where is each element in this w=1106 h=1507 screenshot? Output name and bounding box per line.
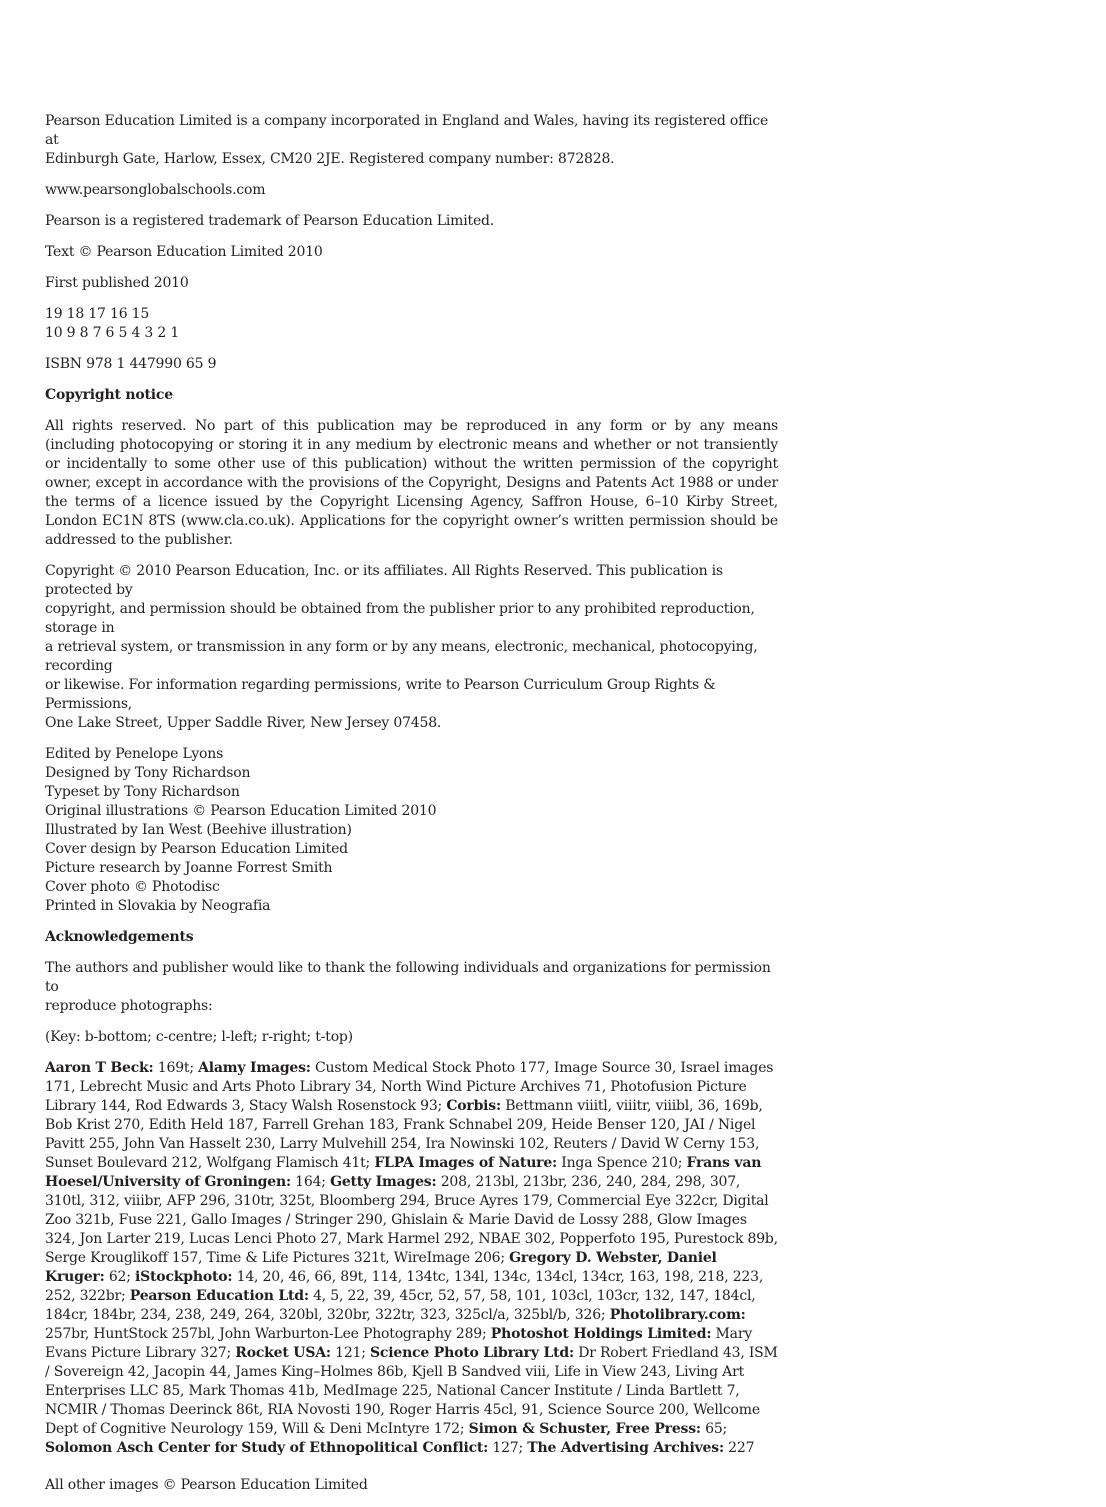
isbn: ISBN 978 1 447990 65 9 [45,356,217,372]
credit-details: 257br, HuntStock 257bl, John Warburton-Lee Photography 289; [45,1326,491,1342]
credit-details: Mary Evans Picture Library 327; [45,1326,753,1361]
copyright-notice-heading: Copyright notice [45,387,173,403]
intro-line: The authors and publisher would like to thank the following individuals and organizations for permission to [45,960,771,995]
text-copyright: Text © Pearson Education Limited 2010 [45,244,323,260]
credit-source: Rocket USA: [235,1345,331,1361]
credit-line: Edited by Penelope Lyons [45,746,224,762]
credit-source: Simon & Schuster, Free Press: [468,1421,701,1437]
credit-source: The Advertising Archives: [527,1440,724,1456]
credit-source: Gregory D. Webster, Daniel Kruger: [45,1250,717,1285]
company-line: Pearson Education Limited is a company incorporated in England and Wales, having its registered office at [45,113,769,148]
credit-details: 4, 5, 22, 39, 45cr, 52, 57, 58, 101, 103cl, 103cr, 132, 147, 184cl, 184cr, 184br, 234, 238, 249, 264, 320bl, 320br, 322tr, 323, 325cl/a, 325bl/b, 326; [45,1288,756,1323]
us-copyright-line: or likewise. For information regarding permissions, write to Pearson Curriculum Group Rights & Permissions, [45,677,716,712]
position-key: (Key: b-bottom; c-centre; l-left; r-right; t-top) [45,1029,353,1045]
credit-line: Typeset by Tony Richardson [45,784,240,800]
credit-source: FLPA Images of Nature: [374,1155,558,1171]
print-run [45,305,778,343]
credit-line: Illustrated by Ian West (Beehive illustration) [45,822,352,838]
trademark-statement: Pearson is a registered trademark of Pearson Education Limited. [45,213,495,229]
credit-source: Alamy Images: [198,1060,311,1076]
us-copyright-line: copyright, and permission should be obtained from the publisher prior to any prohibited reproduction, storage in [45,601,755,636]
credit-details: Bettmann viiitl, viiitr, viiibl, 36, 169b, Bob Krist 270, Edith Held 187, Farrell Grehan 183, Frank Schnabel 209, Heide Benser 120, JAI / Nigel Pavitt 255, John Van Hasselt 230, Larry Mulvehill 254, Ira Nowinski 102, Reuters / David W Cerny 153, Sunset Boulevard 212, Wolfgang Flamisch 41t; [45,1098,763,1171]
credit-source: Science Photo Library Ltd: [370,1345,574,1361]
copyright-notice-body: All rights reserved. No part of this publication may be reproduced in any form or by any means (including photocopying or storing it in any medium by electronic means and whether or not transiently or incidentally to some other use of this publication) without the written permission of the copyright owner, except in accordance with the provisions of the Copyright, Designs and Patents Act 1988 or under the terms of a licence issued by the Copyright Licensing Agency, Saffron House, 6–10 Kirby Street, London EC1N 8TS (www.cla.co.uk). Applications for the copyright owner’s written permission should be addressed to the publisher. [45,418,778,548]
closing-statement: All other images © Pearson Education Limited [45,1477,368,1493]
credit-details: 164; [290,1174,331,1190]
photo-credits [45,1059,778,1458]
credit-details: Custom Medical Stock Photo 177, Image Source 30, Israel images 171, Lebrecht Music and Arts Photo Library 34, North Wind Picture Archives 71, Photofusion Picture Library 144, Rod Edwards 3, Stacy Walsh Rosenstock 93; [45,1060,774,1114]
credit-details: Inga Spence 210; [557,1155,687,1171]
credit-line: Picture research by Joanne Forrest Smith [45,860,333,876]
first-published: First published 2010 [45,275,189,291]
credit-source: Solomon Asch Center for Study of Ethnopolitical Conflict: [45,1440,489,1456]
us-copyright-line: Copyright © 2010 Pearson Education, Inc. or its affiliates. All Rights Reserved. This publication is protected by [45,563,723,598]
credit-details: Dr Robert Friedland 43, ISM / Sovereign 42, Jacopin 44, James King–Holmes 86b, Kjell B Sandved viii, Life in View 243, Living Art Enterprises LLC 85, Mark Thomas 41b, MedImage 225, National Cancer Institute / Linda Bartlett 7, NCMIR / Thomas Deerinck 86t, RIA Novosti 190, Roger Harris 45cl, 91, Science Source 200, Wellcome Dept of Cognitive Neurology 159, Will & Deni McIntyre 172; [45,1345,778,1437]
credit-line: Cover design by Pearson Education Limited [45,841,348,857]
credit-line: Original illustrations © Pearson Education Limited 2010 [45,803,437,819]
credit-line: Designed by Tony Richardson [45,765,251,781]
us-copyright-line: a retrieval system, or transmission in any form or by any means, electronic, mechanical, photocopying, recording [45,639,758,674]
website-url: www.pearsonglobalschools.com [45,182,266,198]
acknowledgements-heading: Acknowledgements [45,929,194,945]
credit-details: 121; [330,1345,371,1361]
credit-details: 127; [488,1440,528,1456]
credit-source: iStockphoto: [135,1269,233,1285]
copyright-page [45,112,778,1507]
us-copyright-line: One Lake Street, Upper Saddle River, New Jersey 07458. [45,715,442,731]
credit-details: 14, 20, 46, 66, 89t, 114, 134tc, 134l, 134c, 134cl, 134cr, 163, 198, 218, 223, 252, 322br; [45,1269,764,1304]
credit-source: Getty Images: [330,1174,437,1190]
credit-source: Photoshot Holdings Limited: [490,1326,712,1342]
print-run-years: 19 18 17 16 15 [45,306,150,322]
credit-source: Pearson Education Ltd: [129,1288,309,1304]
credit-source: Photolibrary.com: [609,1307,746,1323]
credit-details: 65; [700,1421,728,1437]
credit-line: Printed in Slovakia by Neografia [45,898,271,914]
credit-source: Frans van Hoesel/University of Groningen: [45,1155,762,1190]
company-line: Edinburgh Gate, Harlow, Essex, CM20 2JE. Registered company number: 872828. [45,151,615,167]
credit-line: Cover photo © Photodisc [45,879,220,895]
credit-details: 208, 213bl, 213br, 236, 240, 284, 298, 307, 310tl, 312, viiibr, AFP 296, 310tr, 325t, Bloomberg 294, Bruce Ayres 179, Commercial Eye 322cr, Digital Zoo 321b, Fuse 221, Gallo Images / Stringer 290, Ghislain & Marie David de Lossy 288, Glow Images 324, Jon Larter 219, Lucas Lenci Photo 27, Mark Harmel 292, NBAE 302, Popperfoto 195, Purestock 89b, Serge Krouglikoff 157, Time & Life Pictures 321t, WireImage 206; [45,1174,778,1266]
print-run-numbers: 10 9 8 7 6 5 4 3 2 1 [45,325,180,341]
production-credits [45,745,778,916]
credit-details: 62; [104,1269,136,1285]
company-registration [45,112,778,169]
us-copyright-statement [45,562,778,733]
intro-line: reproduce photographs: [45,998,213,1014]
credit-details: 227 [723,1440,755,1456]
credit-source: Corbis: [446,1098,501,1114]
credit-details: 169t; [153,1060,199,1076]
acknowledgements-intro [45,959,778,1016]
credit-source: Aaron T Beck: [45,1060,154,1076]
